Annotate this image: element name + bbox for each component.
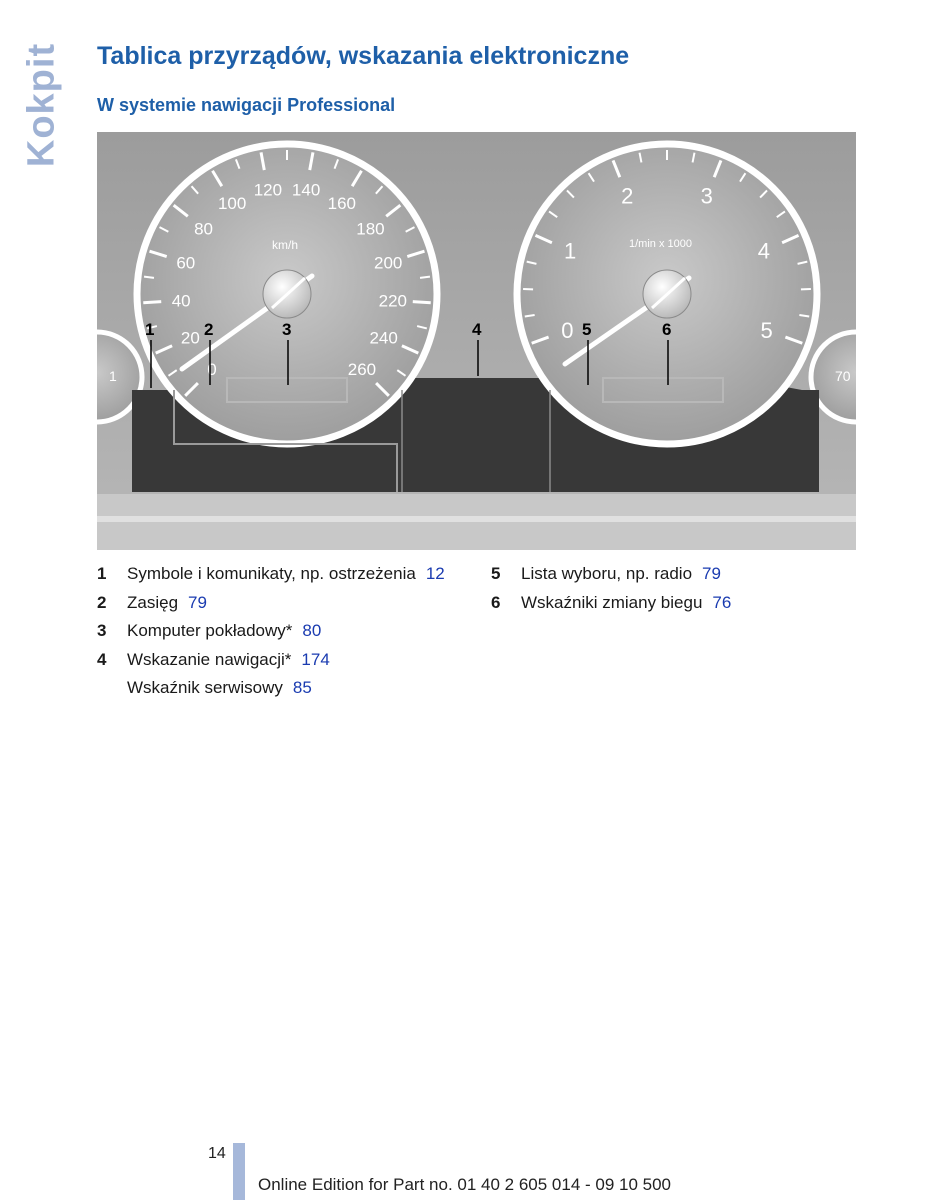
legend-number: 4 xyxy=(97,649,107,669)
chapter-tab-label: Kokpit xyxy=(20,42,63,168)
footer-edition-text: Online Edition for Part no. 01 40 2 605 014 - 09 10 500 xyxy=(258,1175,672,1194)
legend-number: 5 xyxy=(491,564,501,584)
page-reference-link[interactable]: 76 xyxy=(712,592,732,612)
speedometer-tick-label: 260 xyxy=(347,359,377,379)
tachometer xyxy=(517,144,817,444)
tachometer-tick-label: 0 xyxy=(561,317,574,343)
speedometer-tick xyxy=(420,277,430,278)
legend-text: Wskaźniki zmiany biegu xyxy=(521,592,703,612)
page-reference-link[interactable]: 80 xyxy=(302,621,322,641)
legend-left xyxy=(97,560,445,703)
tachometer-tick-label: 2 xyxy=(621,183,634,209)
legend-number: 3 xyxy=(97,621,107,641)
callout-5: 5 xyxy=(582,320,592,339)
callout-2: 2 xyxy=(204,320,214,339)
tachometer-tick-label: 4 xyxy=(757,238,770,264)
legend-text: Symbole i komunikaty, np. ostrzeżenia xyxy=(127,564,416,584)
legend-item xyxy=(97,674,445,703)
speedometer-tick xyxy=(143,302,161,303)
speedometer-tick-label: 60 xyxy=(176,253,196,273)
speedometer-tick-label: 140 xyxy=(291,180,321,200)
speedometer-tick-label: 80 xyxy=(194,219,214,239)
page-number: 14 xyxy=(208,1145,226,1162)
tachometer-tick-label: 1 xyxy=(564,238,577,264)
legend-text: Zasięg xyxy=(127,592,179,612)
callout-3: 3 xyxy=(282,320,292,339)
legend-item xyxy=(97,617,445,646)
tachometer-tick-label: 3 xyxy=(700,183,713,209)
instrument-cluster-figure xyxy=(97,132,856,550)
speedometer-tick-label: 100 xyxy=(217,194,247,214)
page-reference-link[interactable]: 79 xyxy=(188,592,207,612)
page-reference-link[interactable]: 79 xyxy=(702,564,721,584)
legend-text: Wskazanie nawigacji* xyxy=(127,649,292,669)
legend-item xyxy=(97,560,445,589)
speedometer-tick xyxy=(144,277,154,278)
legend-number: 1 xyxy=(97,564,107,584)
speedometer-tick-label: 0 xyxy=(207,359,217,379)
legend-text: Lista wyboru, np. radio xyxy=(521,564,693,584)
callout-4: 4 xyxy=(472,320,482,339)
legend-number: 2 xyxy=(97,592,107,612)
page-reference-link[interactable]: 12 xyxy=(425,564,445,584)
right-gauge-label: 70 xyxy=(835,368,851,384)
section-subtitle: W systemie nawigacji Professional xyxy=(97,95,396,115)
speedometer-tick-label: 20 xyxy=(180,328,200,348)
footer-accent-bar xyxy=(233,1143,245,1200)
legend-item xyxy=(97,589,445,618)
legend-number: 6 xyxy=(491,592,501,612)
page-reference-link[interactable]: 174 xyxy=(301,649,330,669)
legend-item xyxy=(491,560,731,589)
speedometer-tick-label: 220 xyxy=(378,291,407,311)
legend-text: Komputer pokładowy* xyxy=(127,621,293,641)
speedometer-tick-label: 200 xyxy=(374,253,403,273)
speedometer-tick xyxy=(413,302,431,303)
speedometer-tick-label: 180 xyxy=(356,219,385,239)
legend-right xyxy=(491,560,731,617)
left-gauge-label: 1 xyxy=(109,368,117,384)
page-reference-link[interactable]: 85 xyxy=(292,678,312,698)
chapter-tab xyxy=(22,40,62,170)
callout-6: 6 xyxy=(662,320,672,339)
callout-1: 1 xyxy=(145,320,155,339)
speedometer-tick-label: 40 xyxy=(171,291,191,311)
legend-text: Wskaźnik serwisowy xyxy=(127,678,283,698)
speedometer-tick-label: 240 xyxy=(369,328,398,348)
speedometer xyxy=(137,144,437,444)
page-title: Tablica przyrządów, wskazania elektroniczne xyxy=(97,42,630,70)
tachometer-unit: 1/min x 1000 xyxy=(629,238,692,250)
speedometer-tick-label: 160 xyxy=(327,194,357,214)
tachometer-tick-label: 5 xyxy=(760,317,773,343)
legend-item xyxy=(97,646,445,675)
speedometer-unit: km/h xyxy=(272,238,299,252)
legend-item xyxy=(491,589,731,618)
speedometer-tick-label: 120 xyxy=(253,180,283,200)
